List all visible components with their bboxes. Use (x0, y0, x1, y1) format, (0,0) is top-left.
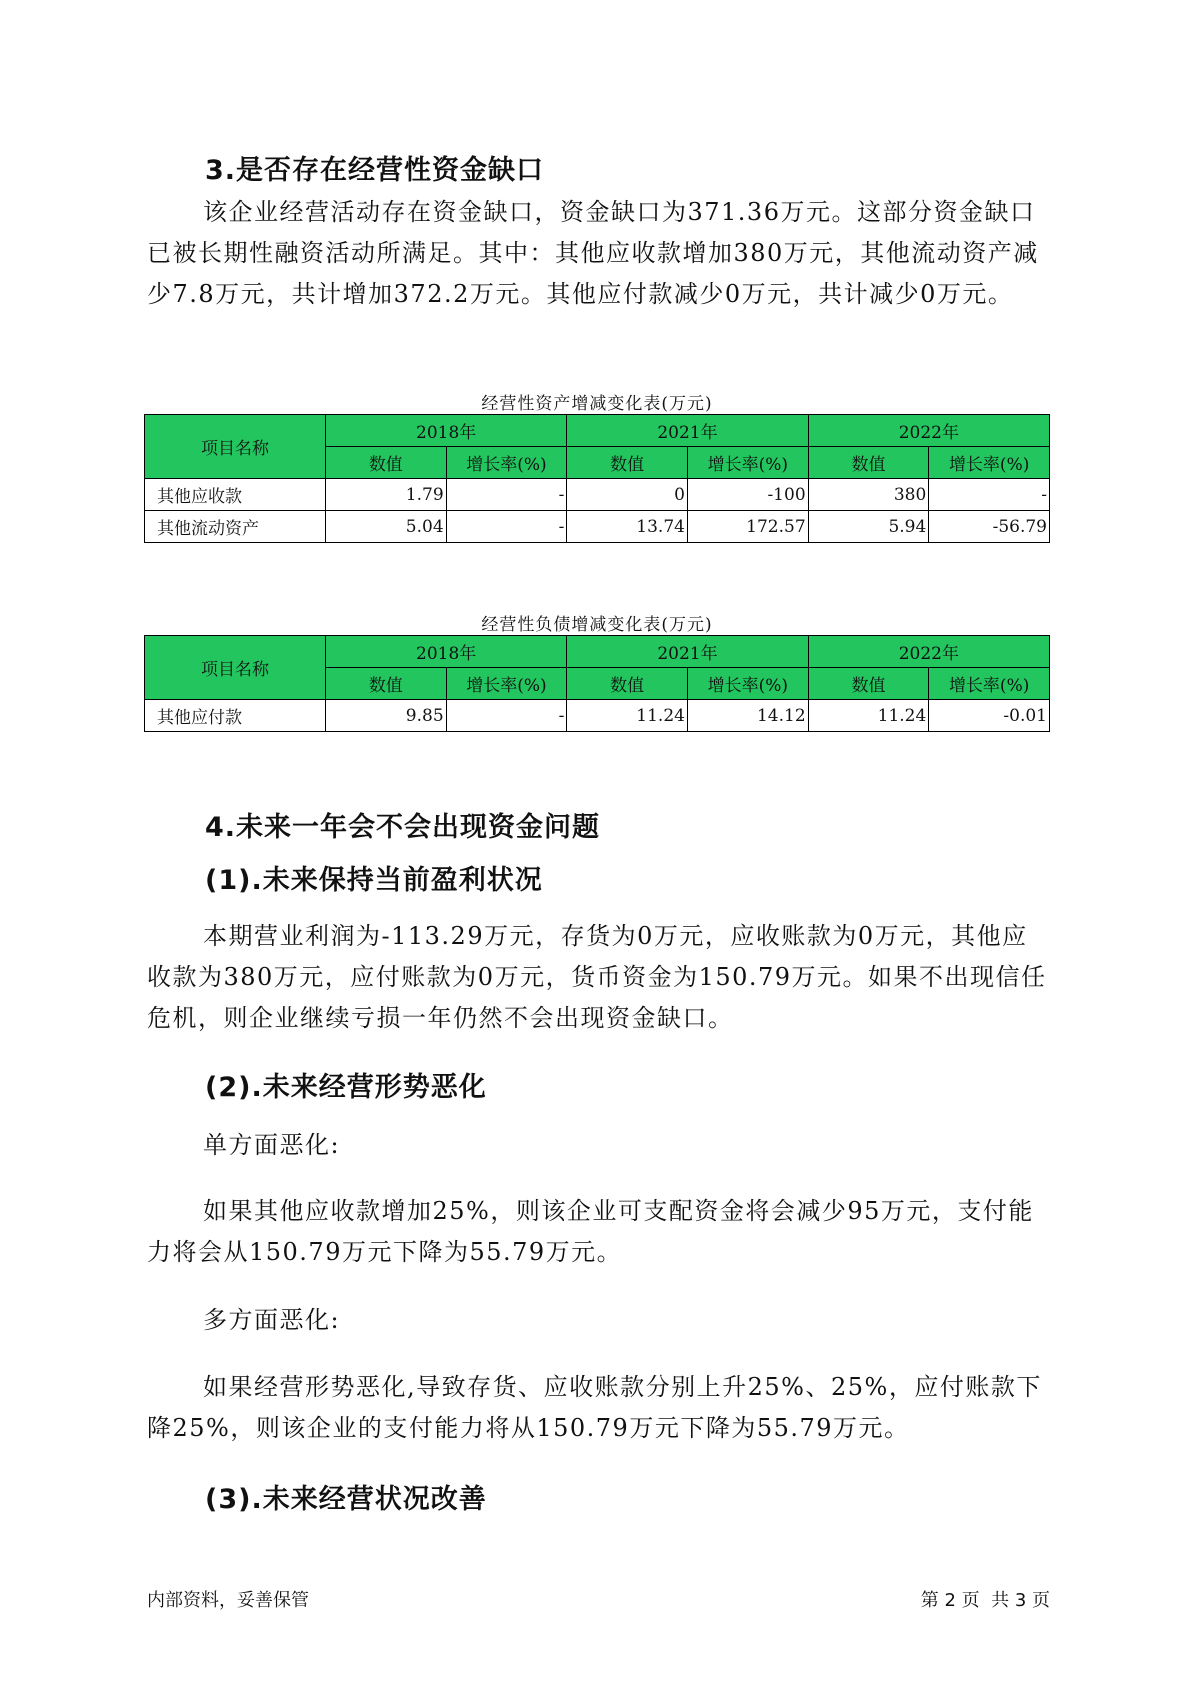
subsection-2-heading: (2).未来经营形势恶化 (205, 1072, 487, 1103)
subsection-3-heading: (3).未来经营状况改善 (205, 1484, 487, 1515)
cell: 11.24 (567, 700, 688, 732)
table-row (145, 511, 1050, 543)
cell: - (446, 700, 567, 732)
item-name-header: 项目名称 (145, 636, 326, 700)
row-name: 其他流动资产 (145, 511, 326, 543)
footer-confidential: 内部资料，妥善保管 (147, 1590, 309, 1611)
table-1-caption: 经营性资产增减变化表(万元) (481, 394, 713, 414)
cell: -0.01 (929, 700, 1050, 732)
year-header: 2022年 (808, 415, 1049, 447)
growth-rate-header: 增长率(%) (929, 447, 1050, 479)
operating-assets-table (144, 414, 1050, 543)
section-3-paragraph: 该企业经营活动存在资金缺口，资金缺口为371.36万元。这部分资金缺口已被长期性融资活动所满足。其中：其他应收款增加380万元，其他流动资产减少7.8万元，共计增加372.2万元。其他应付款减少0万元，共计减少0万元。 (147, 198, 1039, 308)
multi-aspect-paragraph: 如果经营形势恶化,导致存货、应收账款分别上升25%、25%，应付账款下降25%，则该企业的支付能力将从150.79万元下降为55.79万元。 (147, 1373, 1042, 1442)
cell: 5.94 (808, 511, 929, 543)
year-header: 2021年 (567, 415, 808, 447)
cell: - (446, 511, 567, 543)
cell: 1.79 (325, 479, 446, 511)
subsection-1-paragraph: 本期营业利润为-113.29万元，存货为0万元，应收账款为0万元，其他应收款为380万元，应付账款为0万元，货币资金为150.79万元。如果不出现信任危机，则企业继续亏损一年仍然不会出现资金缺口。 (147, 922, 1047, 1032)
subsection-1-heading: (1).未来保持当前盈利状况 (205, 865, 543, 896)
year-header: 2022年 (808, 636, 1049, 668)
cell: -56.79 (929, 511, 1050, 543)
cell: 380 (808, 479, 929, 511)
growth-rate-header: 增长率(%) (446, 447, 567, 479)
growth-rate-header: 增长率(%) (687, 447, 808, 479)
cell: 14.12 (687, 700, 808, 732)
year-header: 2018年 (325, 415, 566, 447)
section-3-heading: 3.是否存在经营性资金缺口 (205, 155, 545, 186)
value-header: 数值 (808, 447, 929, 479)
cell: 5.04 (325, 511, 446, 543)
value-header: 数值 (325, 447, 446, 479)
table-row (145, 700, 1050, 732)
cell: 9.85 (325, 700, 446, 732)
row-name: 其他应收款 (145, 479, 326, 511)
cell: 13.74 (567, 511, 688, 543)
value-header: 数值 (567, 668, 688, 700)
single-aspect-paragraph: 如果其他应收款增加25%，则该企业可支配资金将会减少95万元，支付能力将会从150.79万元下降为55.79万元。 (147, 1197, 1034, 1266)
cell: 0 (567, 479, 688, 511)
cell: - (929, 479, 1050, 511)
multi-aspect-label: 多方面恶化: (203, 1306, 341, 1334)
value-header: 数值 (567, 447, 688, 479)
cell: 11.24 (808, 700, 929, 732)
year-header: 2021年 (567, 636, 808, 668)
cell: -100 (687, 479, 808, 511)
growth-rate-header: 增长率(%) (687, 668, 808, 700)
growth-rate-header: 增长率(%) (929, 668, 1050, 700)
table-row (145, 479, 1050, 511)
section-4-heading: 4.未来一年会不会出现资金问题 (205, 812, 601, 843)
operating-liabilities-table (144, 635, 1050, 732)
value-header: 数值 (325, 668, 446, 700)
cell: - (446, 479, 567, 511)
year-header: 2018年 (325, 636, 566, 668)
table-2-caption: 经营性负债增减变化表(万元) (481, 615, 713, 635)
growth-rate-header: 增长率(%) (446, 668, 567, 700)
item-name-header: 项目名称 (145, 415, 326, 479)
value-header: 数值 (808, 668, 929, 700)
cell: 172.57 (687, 511, 808, 543)
row-name: 其他应付款 (145, 700, 326, 732)
page-number: 第 2 页 共 3 页 (920, 1590, 1050, 1611)
single-aspect-label: 单方面恶化: (203, 1131, 341, 1159)
